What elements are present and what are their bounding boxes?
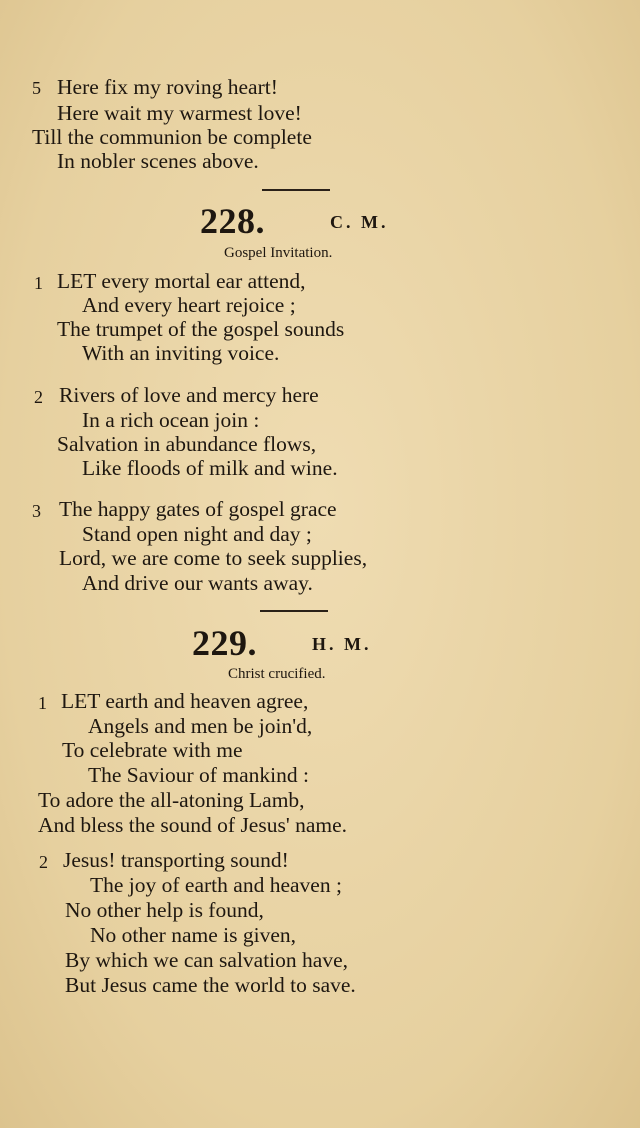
verse-number: 3 <box>32 501 41 521</box>
hymn-number: 228. <box>200 201 265 241</box>
verse-line: No other name is given, <box>90 923 296 947</box>
verse-number: 2 <box>34 387 43 407</box>
verse-line: And every heart rejoice ; <box>82 293 296 317</box>
verse-line: By which we can salvation have, <box>65 948 348 972</box>
verse-line: And bless the sound of Jesus' name. <box>38 813 348 837</box>
verse-line: Lord, we are come to seek supplies, <box>59 546 368 570</box>
hymn-title: Gospel Invitation. <box>224 245 333 261</box>
verse-line: To celebrate with me <box>62 738 243 762</box>
verse-line: In nobler scenes above. <box>57 149 259 173</box>
verse-line: Till the communion be complete <box>32 125 312 149</box>
hymn-meter: H. M. <box>312 634 372 654</box>
hymn-title: Christ crucified. <box>228 666 326 682</box>
verse-line: LET every mortal ear attend, <box>57 269 306 293</box>
verse-number: 1 <box>34 273 43 293</box>
verse-line: Angels and men be join'd, <box>88 714 313 738</box>
verse-line: Like floods of milk and wine. <box>82 456 338 480</box>
verse-line: But Jesus came the world to save. <box>65 973 356 997</box>
verse-number: 2 <box>39 852 48 872</box>
verse-line: With an inviting voice. <box>82 341 280 365</box>
verse-line: And drive our wants away. <box>82 571 313 595</box>
verse-line: To adore the all-atoning Lamb, <box>38 788 305 812</box>
verse-line: The happy gates of gospel grace <box>59 497 337 521</box>
verse-line: In a rich ocean join : <box>82 408 260 432</box>
verse-line: LET earth and heaven agree, <box>61 689 309 713</box>
verse-line: Here fix my roving heart! <box>57 75 278 99</box>
verse-line: Here wait my warmest love! <box>57 101 302 125</box>
verse-line: The trumpet of the gospel sounds <box>57 317 345 341</box>
verse-line: Salvation in abundance flows, <box>57 432 317 456</box>
section-divider <box>260 610 328 612</box>
hymn-meter: C. M. <box>330 212 389 232</box>
verse-line: The joy of earth and heaven ; <box>90 873 342 897</box>
verse-line: The Saviour of mankind : <box>88 763 309 787</box>
verse-line: Stand open night and day ; <box>82 522 312 546</box>
verse-number: 1 <box>38 693 47 713</box>
verse-line: Rivers of love and mercy here <box>59 383 319 407</box>
section-divider <box>262 189 330 191</box>
verse-number: 5 <box>32 78 41 98</box>
hymn-number: 229. <box>192 623 257 663</box>
verse-line: No other help is found, <box>65 898 264 922</box>
verse-line: Jesus! transporting sound! <box>63 848 289 872</box>
